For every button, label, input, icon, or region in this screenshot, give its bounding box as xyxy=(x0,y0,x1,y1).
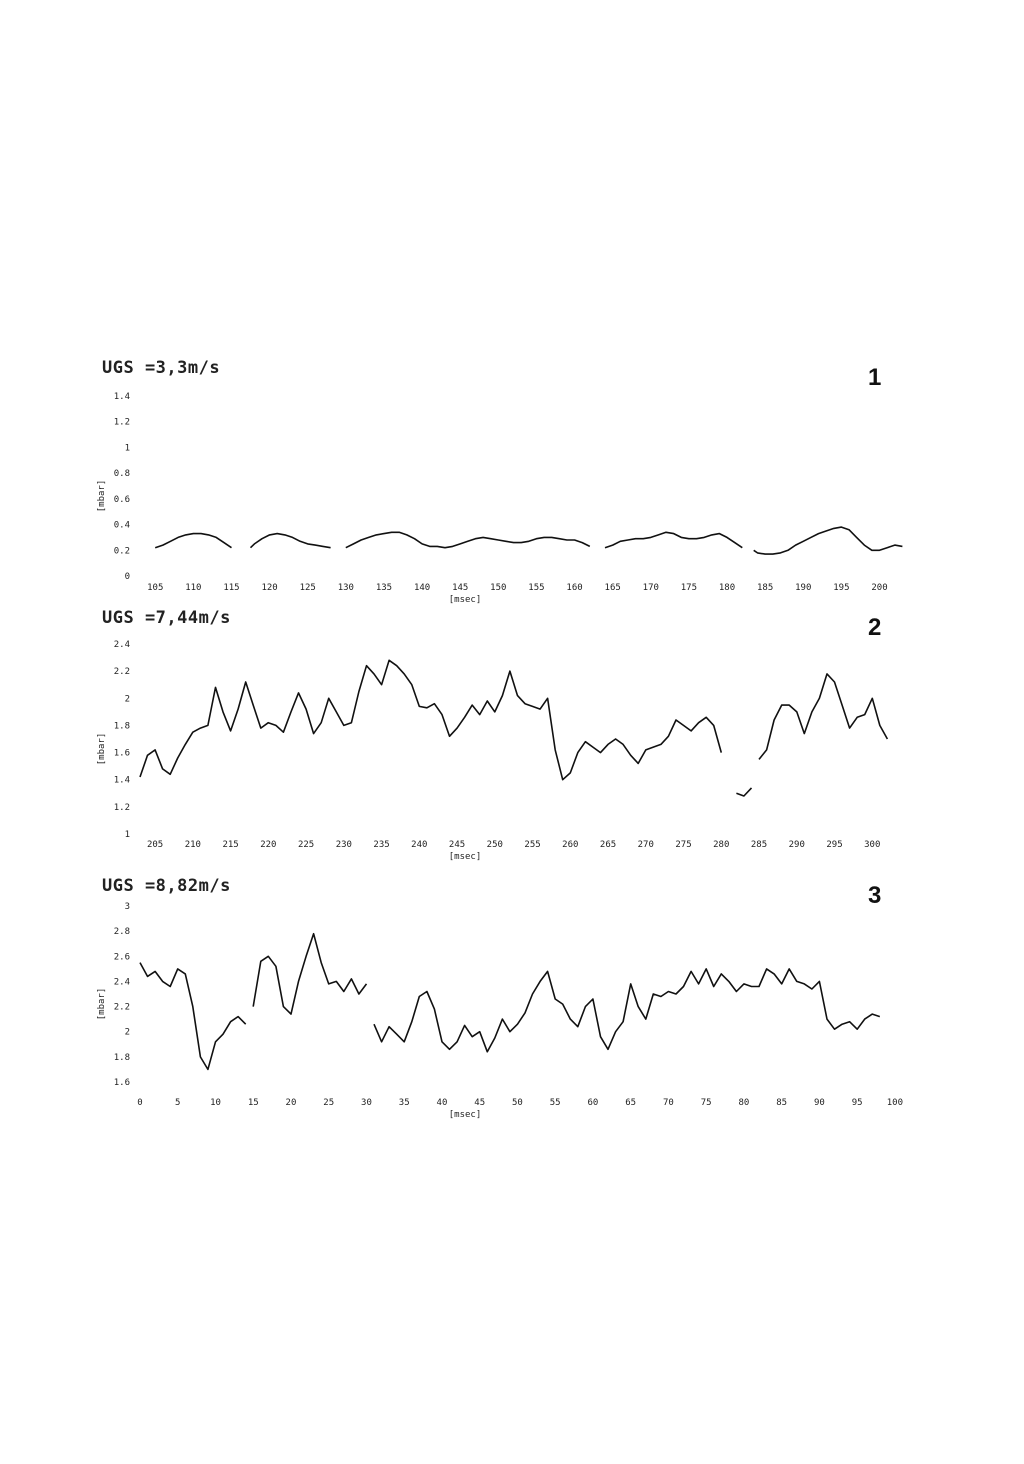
x-axis-label: [msec] xyxy=(448,852,482,862)
x-tick-label: 190 xyxy=(795,583,812,593)
x-axis-label: [msec] xyxy=(448,595,482,605)
x-tick-label: 35 xyxy=(398,1098,410,1108)
y-axis-label: [mbar] xyxy=(97,987,107,1021)
x-tick-label: 300 xyxy=(864,840,881,850)
y-tick-label: 0 xyxy=(124,572,130,582)
x-tick-label: 220 xyxy=(260,840,277,850)
line-plot-3 xyxy=(0,870,1024,1130)
x-tick-label: 95 xyxy=(851,1098,863,1108)
x-tick-label: 30 xyxy=(361,1098,372,1108)
x-tick-label: 235 xyxy=(373,840,390,850)
y-tick-label: 1.2 xyxy=(113,802,130,813)
x-tick-label: 115 xyxy=(223,583,240,593)
series-line xyxy=(374,969,880,1052)
y-tick-label: 1.6 xyxy=(113,1078,130,1088)
y-tick-label: 2.8 xyxy=(113,927,130,938)
y-tick-label: 0.2 xyxy=(113,546,130,557)
x-tick-label: 100 xyxy=(886,1098,904,1108)
x-tick-label: 105 xyxy=(147,583,164,593)
x-tick-label: 85 xyxy=(776,1098,788,1108)
chart-title: UGS =7,44m/s xyxy=(102,608,231,628)
x-tick-label: 80 xyxy=(738,1098,750,1108)
x-tick-label: 285 xyxy=(750,840,768,850)
series-line xyxy=(140,963,246,1070)
x-tick-label: 230 xyxy=(335,840,352,850)
x-tick-label: 170 xyxy=(642,583,659,593)
y-axis-label: [mbar] xyxy=(97,732,107,766)
x-tick-label: 215 xyxy=(222,840,239,850)
x-tick-label: 245 xyxy=(448,840,466,850)
x-tick-label: 180 xyxy=(718,583,736,593)
x-tick-label: 210 xyxy=(184,840,201,850)
y-tick-label: 2 xyxy=(124,694,130,705)
panel-number: 3 xyxy=(868,882,882,909)
series-line xyxy=(736,788,751,796)
y-tick-label: 1.4 xyxy=(113,392,130,402)
y-tick-label: 0.6 xyxy=(113,494,130,505)
panel-number: 1 xyxy=(868,364,882,391)
line-plot-1 xyxy=(0,352,1024,612)
x-tick-label: 160 xyxy=(566,583,583,593)
y-tick-label: 2.4 xyxy=(113,640,130,650)
y-tick-label: 2.2 xyxy=(113,667,130,678)
x-tick-label: 265 xyxy=(599,840,617,850)
x-tick-label: 255 xyxy=(524,840,541,850)
x-axis-label: [msec] xyxy=(448,1110,482,1120)
x-tick-label: 110 xyxy=(185,583,202,593)
series-line xyxy=(251,534,331,548)
chart-panel-2 xyxy=(0,602,1024,862)
x-tick-label: 200 xyxy=(871,583,888,593)
x-tick-label: 65 xyxy=(625,1098,637,1108)
series-line xyxy=(759,674,887,760)
series-line xyxy=(605,532,742,547)
series-line xyxy=(346,532,590,547)
x-tick-label: 155 xyxy=(528,583,545,593)
chart-title: UGS =3,3m/s xyxy=(102,358,221,378)
series-line xyxy=(253,934,366,1014)
x-tick-label: 125 xyxy=(299,583,316,593)
x-tick-label: 135 xyxy=(375,583,393,593)
x-tick-label: 10 xyxy=(210,1098,221,1108)
x-tick-label: 75 xyxy=(700,1098,712,1108)
x-tick-label: 290 xyxy=(788,840,805,850)
y-tick-label: 1 xyxy=(124,830,130,840)
y-tick-label: 3 xyxy=(124,902,130,912)
x-tick-label: 205 xyxy=(146,840,164,850)
x-tick-label: 250 xyxy=(486,840,503,850)
x-tick-label: 225 xyxy=(297,840,315,850)
series-line xyxy=(155,534,231,548)
series-line xyxy=(140,660,721,779)
x-tick-label: 120 xyxy=(261,583,278,593)
chart-panel-1 xyxy=(0,352,1024,612)
y-tick-label: 2.2 xyxy=(113,1002,130,1013)
y-tick-label: 1.8 xyxy=(113,721,130,732)
x-tick-label: 130 xyxy=(337,583,354,593)
x-tick-label: 260 xyxy=(562,840,579,850)
x-tick-label: 195 xyxy=(833,583,850,593)
x-tick-label: 165 xyxy=(604,583,621,593)
x-tick-label: 240 xyxy=(411,840,428,850)
x-tick-label: 175 xyxy=(680,583,698,593)
y-tick-label: 1.4 xyxy=(113,775,130,786)
line-plot-2 xyxy=(0,602,1024,862)
chart-title: UGS =8,82m/s xyxy=(102,876,231,896)
x-tick-label: 140 xyxy=(413,583,431,593)
x-tick-label: 70 xyxy=(663,1098,674,1108)
y-tick-label: 0.4 xyxy=(113,520,130,531)
x-tick-label: 150 xyxy=(490,583,507,593)
panel-number: 2 xyxy=(868,614,882,641)
chart-panel-3 xyxy=(0,870,1024,1130)
x-tick-label: 295 xyxy=(826,840,843,850)
x-tick-label: 5 xyxy=(175,1098,181,1108)
y-tick-label: 2.6 xyxy=(113,952,130,963)
x-tick-label: 50 xyxy=(512,1098,523,1108)
x-tick-label: 145 xyxy=(452,583,469,593)
x-tick-label: 280 xyxy=(713,840,730,850)
x-tick-label: 60 xyxy=(587,1098,599,1108)
x-tick-label: 55 xyxy=(549,1098,561,1108)
x-tick-label: 90 xyxy=(813,1098,825,1108)
x-tick-label: 15 xyxy=(247,1098,259,1108)
y-tick-label: 1.6 xyxy=(113,748,130,759)
y-tick-label: 2.4 xyxy=(113,977,130,988)
y-tick-label: 1 xyxy=(124,443,130,454)
x-tick-label: 0 xyxy=(137,1098,143,1108)
x-tick-label: 45 xyxy=(474,1098,486,1108)
x-tick-label: 185 xyxy=(757,583,774,593)
x-tick-label: 275 xyxy=(675,840,692,850)
x-tick-label: 40 xyxy=(436,1098,448,1108)
y-axis-label: [mbar] xyxy=(97,479,107,513)
x-tick-label: 25 xyxy=(323,1098,335,1108)
y-tick-label: 0.8 xyxy=(113,469,130,480)
y-tick-label: 1.2 xyxy=(113,417,130,428)
x-tick-label: 20 xyxy=(285,1098,297,1108)
y-tick-label: 2 xyxy=(124,1027,130,1038)
series-line xyxy=(754,527,903,554)
x-tick-label: 270 xyxy=(637,840,654,850)
y-tick-label: 1.8 xyxy=(113,1052,130,1063)
